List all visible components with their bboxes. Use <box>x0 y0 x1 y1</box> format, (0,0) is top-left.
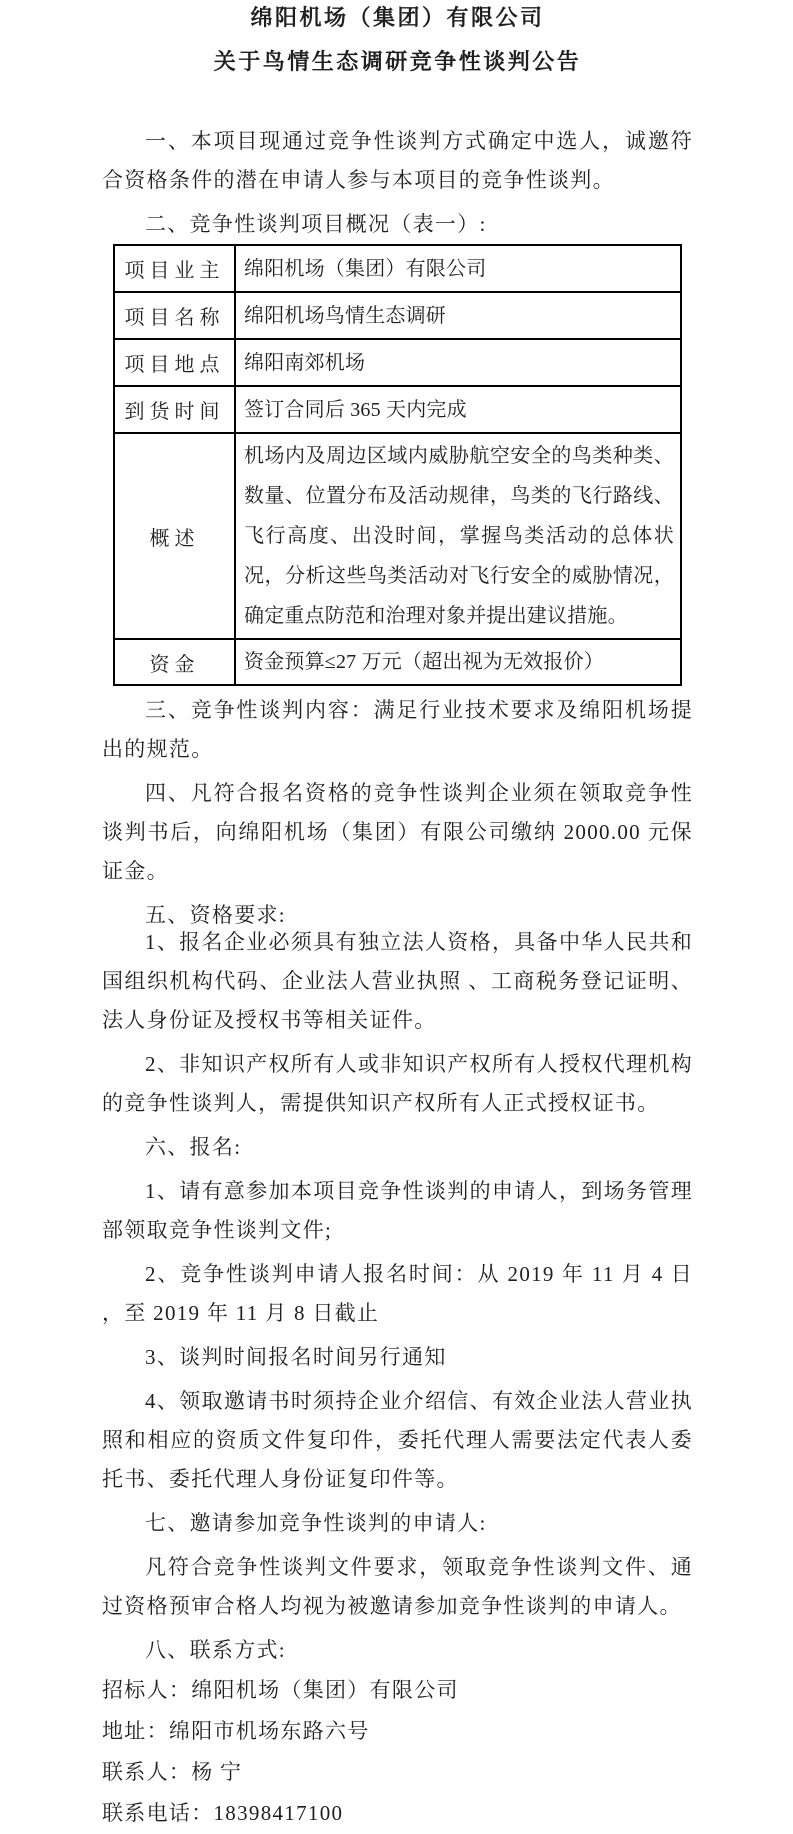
table-row-delivery-time <box>114 386 681 433</box>
row-label: 到货时间 <box>114 386 235 433</box>
table-row-location <box>114 339 681 386</box>
row-value: 绵阳南郊机场 <box>235 339 681 386</box>
contact-person: 联系人：杨 宁 <box>102 1760 243 1784</box>
row-value: 资金预算≤27 万元（超出视为无效报价） <box>235 639 681 685</box>
doc-subtitle: 关于鸟情生态调研竞争性谈判公告 <box>213 49 582 74</box>
section5-heading: 五、资格要求: <box>145 903 286 927</box>
section6-item3: 3、谈判时间报名时间另行通知 <box>145 1345 447 1369</box>
row-value: 机场内及周边区域内威胁航空安全的鸟类种类、数量、位置分布及活动规律，鸟类的飞行路线、飞行高度、出没时间，掌握鸟类活动的总体状况，分析这些鸟类活动对飞行安全的威胁情况，确定重点防范和治理对象并提出建议措施。 <box>235 433 681 639</box>
section2-heading: 二、竞争性谈判项目概况（表一）: <box>145 212 487 236</box>
section7-heading: 七、邀请参加竞争性谈判的申请人: <box>145 1511 487 1535</box>
contact-address: 地址：绵阳市机场东路六号 <box>102 1719 370 1743</box>
contact-phone: 联系电话：18398417100 <box>102 1801 344 1825</box>
section3-paragraph: 三、竞争性谈判内容：满足行业技术要求及绵阳机场提出的规范。 <box>102 698 693 761</box>
doc-title: 绵阳机场（集团）有限公司 <box>250 5 545 30</box>
section6-item1: 1、请有意参加本项目竞争性谈判的申请人，到场务管理部领取竞争性谈判文件; <box>102 1179 693 1242</box>
paragraph-intro: 一、本项目现通过竞争性谈判方式确定中选人，诚邀符合资格条件的潜在申请人参与本项目的竞争性谈判。 <box>102 129 693 192</box>
row-value: 签订合同后 365 天内完成 <box>235 386 681 433</box>
table-row-overview <box>114 433 681 639</box>
section5-item1: 1、报名企业必须具有独立法人资格，具备中华人民共和国组织机构代码、企业法人营业执照 、工商税务登记证明、法人身份证及授权书等相关证件。 <box>102 930 693 1032</box>
row-label: 资金 <box>114 639 235 685</box>
section8-heading: 八、联系方式: <box>145 1638 286 1662</box>
section5-item2: 2、非知识产权所有人或非知识产权所有人授权代理机构的竞争性谈判人，需提供知识产权所有人正式授权证书。 <box>102 1052 693 1115</box>
section6-item4: 4、领取邀请书时须持企业介绍信、有效企业法人营业执照和相应的资质文件复印件，委托代理人需要法定代表人委托书、委托代理人身份证复印件等。 <box>102 1389 693 1491</box>
section6-item2: 2、竞争性谈判申请人报名时间：从 2019 年 11 月 4 日 ，至 2019 年 11 月 8 日截止 <box>102 1262 693 1325</box>
project-overview-table <box>113 244 682 686</box>
row-label: 项目业主 <box>114 245 235 292</box>
row-label: 项目地点 <box>114 339 235 386</box>
table-row-fund <box>114 639 681 685</box>
table-row-project-name <box>114 292 681 339</box>
section6-heading: 六、报名: <box>145 1135 242 1159</box>
table-row-owner <box>114 245 681 292</box>
contact-bidder: 招标人：绵阳机场（集团）有限公司 <box>102 1678 459 1702</box>
row-value: 绵阳机场鸟情生态调研 <box>235 292 681 339</box>
row-label: 项目名称 <box>114 292 235 339</box>
row-value: 绵阳机场（集团）有限公司 <box>235 245 681 292</box>
section4-paragraph: 四、凡符合报名资格的竞争性谈判企业须在领取竞争性谈判书后，向绵阳机场（集团）有限公司缴纳 2000.00 元保证金。 <box>102 781 693 883</box>
section7-paragraph: 凡符合竞争性谈判文件要求，领取竞争性谈判文件、通过资格预审合格人均视为被邀请参加竞争性谈判的申请人。 <box>102 1555 693 1618</box>
row-label: 概述 <box>114 433 235 639</box>
